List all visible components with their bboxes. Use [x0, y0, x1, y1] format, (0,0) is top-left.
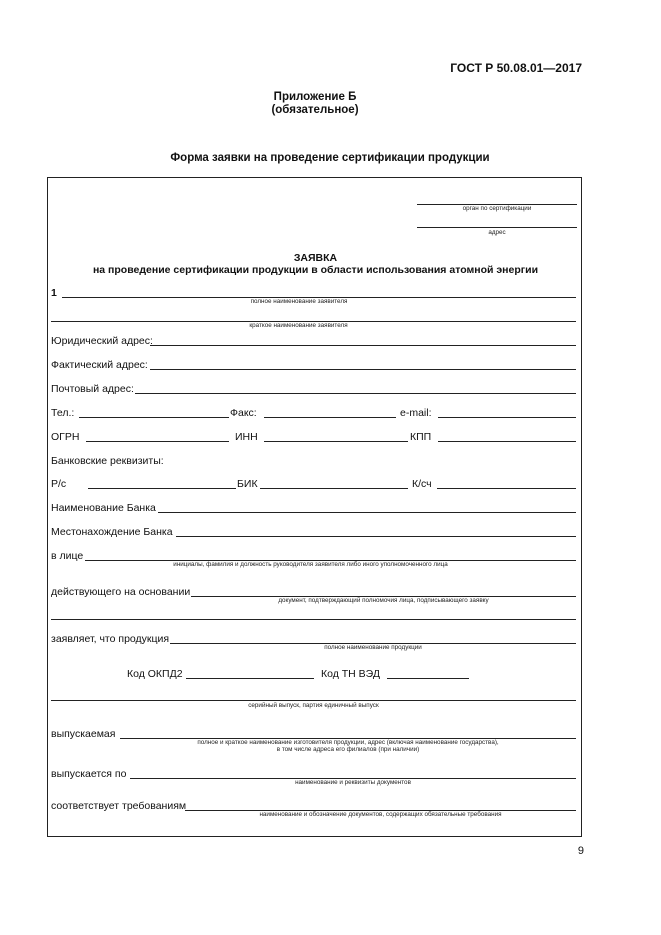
ogrn-field[interactable]: [86, 441, 229, 442]
produced-by-caption: наименование и реквизиты документов: [295, 779, 411, 786]
product-name-caption: полное наименование продукции: [324, 644, 422, 651]
actual-address-field[interactable]: [150, 369, 576, 370]
produced-label: выпускаемая: [51, 728, 116, 740]
acting-basis-extra-field[interactable]: [51, 619, 576, 620]
tn-ved-field[interactable]: [387, 678, 469, 679]
okpd2-label: Код ОКПД2: [127, 668, 183, 680]
okpd2-field[interactable]: [186, 678, 314, 679]
kpp-field[interactable]: [438, 441, 576, 442]
in-person-label: в лице: [51, 550, 84, 562]
complies-caption: наименование и обозначение документов, содержащих обязательные требования: [259, 811, 502, 818]
ks-label: К/сч: [412, 478, 432, 490]
appendix-status: (обязательное): [271, 104, 359, 116]
rs-field[interactable]: [88, 488, 236, 489]
ks-field[interactable]: [437, 488, 576, 489]
release-type-caption: серийный выпуск, партия единичный выпуск: [248, 702, 379, 709]
legal-address-label: Юридический адрес:: [51, 335, 153, 347]
bank-details-label: Банковские реквизиты:: [51, 455, 164, 467]
legal-address-field[interactable]: [150, 345, 576, 346]
bik-field[interactable]: [260, 488, 408, 489]
tel-field[interactable]: [79, 417, 229, 418]
appendix-title: Приложение Б: [273, 91, 357, 103]
bank-name-field[interactable]: [158, 512, 576, 513]
bank-location-field[interactable]: [176, 536, 576, 537]
application-form: [47, 177, 582, 837]
inn-field[interactable]: [264, 441, 408, 442]
actual-address-label: Фактический адрес:: [51, 359, 148, 371]
application-subheading: на проведение сертификации продукции в области использования атомной энергии: [92, 264, 539, 276]
certification-address-caption: адрес: [488, 229, 506, 236]
email-label: e-mail:: [400, 407, 432, 419]
page-number: 9: [577, 845, 584, 857]
acting-basis-caption: документ, подтверждающий полномочия лица, подписывающего заявку: [278, 597, 489, 604]
certification-address-field[interactable]: [417, 227, 577, 228]
standard-number: ГОСТ Р 50.08.01—2017: [450, 61, 582, 75]
tn-ved-label: Код ТН ВЭД: [321, 668, 380, 680]
tel-label: Тел.:: [51, 407, 75, 419]
form-title: Форма заявки на проведение сертификации продукции: [170, 152, 490, 164]
full-name-caption: полное наименование заявителя: [250, 298, 348, 305]
complies-label: соответствует требованиям: [51, 800, 187, 812]
rs-label: Р/с: [51, 478, 67, 490]
short-name-caption: краткое наименование заявителя: [249, 322, 348, 329]
declares-label: заявляет, что продукция: [51, 633, 170, 645]
certification-body-caption: орган по сертификации: [462, 205, 532, 212]
ogrn-label: ОГРН: [51, 431, 80, 443]
bik-label: БИК: [237, 478, 258, 490]
manufacturer-caption-1: полное и краткое наименование изготовителя продукции, адрес (включая наименование государства),: [197, 739, 499, 746]
fax-field[interactable]: [264, 417, 396, 418]
in-person-caption: инициалы, фамилия и должность руководителя заявителя либо иного уполномоченного лица: [173, 561, 448, 568]
bank-name-label: Наименование Банка: [51, 502, 156, 514]
postal-address-label: Почтовый адрес:: [51, 383, 134, 395]
kpp-label: КПП: [410, 431, 432, 443]
produced-by-label: выпускается по: [51, 768, 127, 780]
item-number: 1: [51, 287, 57, 299]
inn-label: ИНН: [235, 431, 258, 443]
email-field[interactable]: [438, 417, 576, 418]
release-type-field[interactable]: [51, 700, 576, 701]
application-heading: ЗАЯВКА: [293, 252, 338, 264]
acting-basis-label: действующего на основании: [51, 586, 191, 598]
postal-address-field[interactable]: [135, 393, 576, 394]
manufacturer-caption-2: в том числе адреса его филиалов (при наличии): [276, 746, 420, 753]
bank-location-label: Местонахождение Банка: [51, 526, 173, 538]
fax-label: Факс:: [230, 407, 257, 419]
